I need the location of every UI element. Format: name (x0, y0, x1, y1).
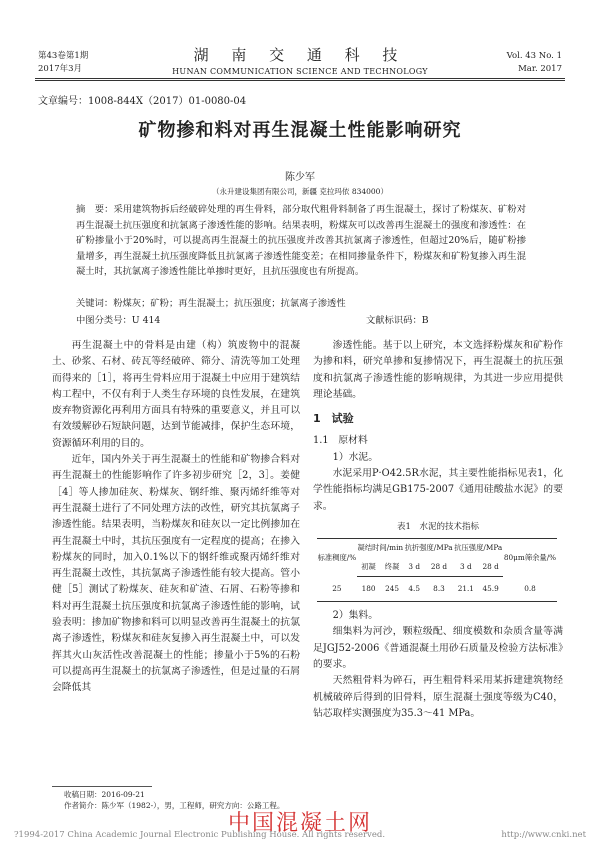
class-number: 中图分类号：U 414 (76, 315, 161, 326)
table-caption: 表1 水泥的技术指标 (397, 521, 479, 532)
cement-text: 水泥采用P·O42.5R水泥，其主要性能指标见表1，化学性能指标均满足GB175-2007《通用硅酸盐水泥》的要求。 (313, 468, 563, 512)
author: 陈少军 (285, 172, 315, 183)
received-date: 收稿日期：2016-09-21 (64, 790, 145, 799)
subsection-heading: 1.1 原材料 (313, 435, 368, 447)
copyright-bar (14, 830, 586, 840)
table-row (317, 576, 557, 601)
right-column (313, 338, 563, 722)
doc-code: 文献标识码：B (366, 315, 429, 326)
table-cell: 25 (317, 576, 357, 601)
watermark: 中国混凝土网 (227, 811, 372, 836)
intro-paragraph-2: 近年，国内外关于再生混凝土的性能和矿物掺合料对再生混凝土的性能影响作了许多初步研究［2，3］。姜健［4］等人掺加硅灰、粉煤灰、钢纤维、聚丙烯纤维等对再生混凝土进行了不同处理方法的改性，研究其抗氯离子渗透性能。结果表明，当粉煤灰和硅灰以一定比例掺加在再生混凝土中时，其抗压强度有一定程度的提高；在掺入粉煤灰的同时，加入0.1%以下的钢纤维或聚丙烯纤维对再生混凝土改性，其抗氯离子渗透性能有较大提高。管小健［5］测试了粉煤灰、硅灰和矿渣、石屑、石粉等掺和料对再生混凝土抗压强度和抗氯离子渗透性能的影响，试验表明：掺加矿物掺和料可以明显改善再生混凝土的抗氯离子渗透性，粉煤灰和硅灰复掺入再生混凝土中，可以发挥其火山灰活性改善混凝土的性能；掺量小于5%的石粉可以提高再生混凝土的抗氯离子渗透性，但是过量的石屑会降低其 (52, 454, 300, 694)
table-cell: 45.9 (478, 576, 503, 601)
table-cell: 8.3 (425, 576, 454, 601)
header-date: 2017年3月 (38, 64, 83, 74)
header-date-en: Mar. 2017 (518, 64, 562, 74)
header-issue (38, 50, 88, 76)
left-column (52, 338, 300, 697)
classification (76, 312, 526, 326)
table-sub-final: 终凝 (380, 558, 404, 577)
table-cell: 180 (357, 576, 381, 601)
header-rule-thin (35, 80, 565, 81)
table-header-fineness: 标准稠度/% (317, 539, 357, 577)
table-header-flexural: 抗折强度/MPa (404, 539, 454, 558)
item-aggregate: 2）集料。 (332, 610, 379, 622)
table-sub-28d: 28 d (478, 558, 503, 577)
footnote-rule (52, 786, 152, 787)
journal-header (150, 44, 450, 76)
abstract: 摘 要：采用建筑物拆后经破碎处理的再生骨料，部分取代粗骨料制备了再生混凝土，探讨了粉煤灰、矿粉对再生混凝土抗压强度和抗氯离子渗透性能的影响。结果表明，粉煤灰可以改善再生混凝土的强度和渗透性：在矿粉掺量小于20%时，可以提高再生混凝土的抗压强度并改善其抗氯离子渗透性，但超过20%后，随矿粉掺量增多，再生混凝土抗压强度降低且抗氯离子渗透性能变差；在相同掺量条件下，粉煤灰和矿粉复掺入再生混凝土时，其抗氯离子渗透性能比单掺时更好，且抗压强度也有所提高。 (76, 204, 526, 277)
header-issue-en (507, 50, 562, 76)
table-sub-28d: 28 d (425, 558, 454, 577)
aggregate-text-1: 细集料为河沙，颗粒级配、细度模数和杂质含量等满足JGJ52-2006《普通混凝土用砂石质量及检验方法标准》的要求。 (313, 626, 563, 671)
table-cell: 4.5 (404, 576, 425, 601)
affiliation: （永升建设集团有限公司，新疆 克拉玛依 834000） (212, 187, 388, 196)
table-header-sieve: 80μm筛余量/% (503, 539, 557, 577)
header-volume: 第43卷第1期 (38, 51, 89, 61)
table-cell: 0.8 (503, 576, 557, 601)
intro-paragraph-1: 再生混凝土中的骨料是由建（构）筑废物中的混凝土、砂浆、石材、砖瓦等经破碎、筛分、清洗等加工处理而得来的［1］，将再生骨料应用于混凝土中应用于建筑结构工程中，不仅有利于人类生存环境的良性发展，在建筑废弃物资源化再利用方面具有特殊的重要意义，并且可以有效缓解砂石短缺问题，达到节能减排，保护生态环境，资源循环利用的目的。 (52, 340, 300, 449)
author-bio: 作者简介：陈少军（1982-），男，工程师，研究方向：公路工程。 (64, 801, 285, 810)
header-volume-en: Vol. 43 No. 1 (506, 51, 562, 61)
table-sub-initial: 初凝 (357, 558, 381, 577)
journal-name-en: HUNAN COMMUNICATION SCIENCE AND TECHNOLOGY (172, 67, 428, 76)
header-rule (35, 78, 565, 79)
table-sub-3d: 3 d (453, 558, 478, 577)
table-cell: 245 (380, 576, 404, 601)
keywords: 关键词：粉煤灰；矿粉；再生混凝土；抗压强度；抗氯离子渗透性 (76, 298, 346, 309)
item-cement: 1）水泥。 (332, 451, 379, 463)
cnki-link[interactable]: http://www.cnki.net (501, 830, 586, 840)
table-header-compressive: 抗压强度/MPa (453, 539, 503, 558)
paper-title: 矿物掺和料对再生混凝土性能影响研究 (138, 120, 462, 141)
journal-name-cn: 湖 南 交 通 科 技 (193, 46, 407, 64)
intro-continuation: 渗透性能。基于以上研究，本文选择粉煤灰和矿粉作为掺和料，研究单掺和复掺情况下，再生混凝土的抗压强度和抗氯离子渗透性能的影响规律，为其进一步应用提供理论基础。 (313, 340, 563, 400)
aggregate-text-2: 天然粗骨料为碎石，再生粗骨料采用某拆建建筑物经机械破碎后得到的旧骨料，原生混凝土强度等级为C40，钻芯取样实测强度为35.3～41 MPa。 (313, 675, 563, 719)
table-header-time: 凝结时间/min (357, 539, 404, 558)
table-sub-3d: 3 d (404, 558, 425, 577)
cement-table (317, 538, 557, 602)
table-cell: 21.1 (453, 576, 478, 601)
copyright-text: ?1994-2017 China Academic Journal Electronic Publishing House. All rights reserved. (14, 830, 386, 840)
doc-number: 文章编号：1008-844X（2017）01-0080-04 (38, 96, 247, 107)
section-heading: 1 试验 (313, 412, 354, 426)
